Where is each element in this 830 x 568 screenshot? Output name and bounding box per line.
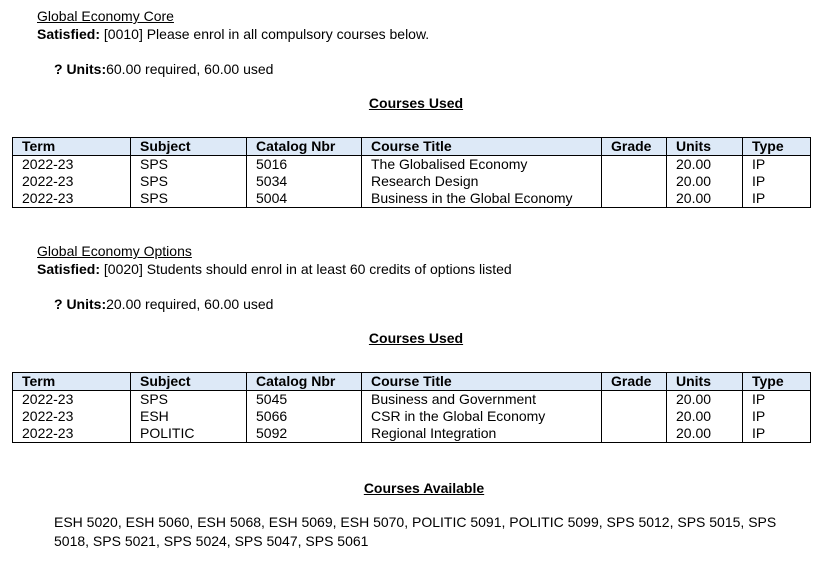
column-header-title: Course Title	[362, 138, 602, 156]
cell-subject: SPS	[131, 391, 247, 409]
courses-available-list: ESH 5020, ESH 5060, ESH 5068, ESH 5069, ESH 5070, POLITIC 5091, POLITIC 5099, SPS 5012, SPS 5015, SPS 5018, SPS 5021, SPS 5024, SPS 5047, SPS 5061	[54, 514, 777, 549]
column-header-grade: Grade	[602, 373, 667, 391]
courses-used-heading-core: Courses Used	[368, 95, 464, 111]
units-summary-options	[54, 296, 273, 312]
status-label: Satisfied:	[37, 26, 101, 42]
cell-title: Regional Integration	[362, 425, 602, 443]
cell-title: Business in the Global Economy	[362, 190, 602, 208]
cell-type: IP	[743, 190, 811, 208]
cell-grade	[602, 408, 667, 425]
table-header-row	[13, 373, 811, 391]
courses-used-table-core	[12, 137, 811, 208]
cell-catalog: 5045	[247, 391, 362, 409]
cell-grade	[602, 156, 667, 174]
requirement-title-options[interactable]: Global Economy Options	[37, 243, 192, 259]
units-text: 60.00 required, 60.00 used	[106, 61, 274, 77]
table-row	[13, 391, 811, 409]
cell-term: 2022-23	[13, 425, 131, 443]
column-header-catalog: Catalog Nbr	[247, 373, 362, 391]
cell-grade	[602, 425, 667, 443]
column-header-title: Course Title	[362, 373, 602, 391]
cell-units: 20.00	[667, 425, 743, 443]
cell-type: IP	[743, 425, 811, 443]
cell-grade	[602, 190, 667, 208]
cell-subject: ESH	[131, 408, 247, 425]
cell-term: 2022-23	[13, 156, 131, 174]
cell-term: 2022-23	[13, 391, 131, 409]
cell-catalog: 5092	[247, 425, 362, 443]
table-row	[13, 156, 811, 174]
status-label: Satisfied:	[37, 261, 101, 277]
cell-units: 20.00	[667, 190, 743, 208]
cell-type: IP	[743, 408, 811, 425]
cell-title: Business and Government	[362, 391, 602, 409]
cell-units: 20.00	[667, 156, 743, 174]
cell-type: IP	[743, 156, 811, 174]
column-header-units: Units	[667, 373, 743, 391]
courses-available-heading: Courses Available	[363, 480, 485, 496]
cell-units: 20.00	[667, 408, 743, 425]
table-row	[13, 408, 811, 425]
units-summary-core	[54, 61, 273, 77]
column-header-subject: Subject	[131, 373, 247, 391]
cell-term: 2022-23	[13, 190, 131, 208]
units-label: ? Units:	[54, 296, 107, 312]
column-header-term: Term	[13, 138, 131, 156]
cell-title: Research Design	[362, 173, 602, 190]
cell-type: IP	[743, 173, 811, 190]
cell-subject: SPS	[131, 173, 247, 190]
cell-catalog: 5004	[247, 190, 362, 208]
column-header-term: Term	[13, 373, 131, 391]
cell-title: The Globalised Economy	[362, 156, 602, 174]
table-row	[13, 425, 811, 443]
column-header-subject: Subject	[131, 138, 247, 156]
cell-catalog: 5034	[247, 173, 362, 190]
cell-subject: SPS	[131, 156, 247, 174]
cell-type: IP	[743, 391, 811, 409]
cell-grade	[602, 391, 667, 409]
cell-catalog: 5066	[247, 408, 362, 425]
cell-subject: POLITIC	[131, 425, 247, 443]
requirement-title-core[interactable]: Global Economy Core	[37, 8, 174, 24]
cell-grade	[602, 173, 667, 190]
cell-units: 20.00	[667, 173, 743, 190]
requirement-status-options	[37, 261, 512, 277]
column-header-grade: Grade	[602, 138, 667, 156]
requirement-status-core	[37, 26, 429, 42]
column-header-units: Units	[667, 138, 743, 156]
courses-used-heading-options: Courses Used	[368, 330, 464, 346]
column-header-catalog: Catalog Nbr	[247, 138, 362, 156]
units-text: 20.00 required, 60.00 used	[106, 296, 274, 312]
table-row	[13, 190, 811, 208]
cell-title: CSR in the Global Economy	[362, 408, 602, 425]
courses-used-table-options	[12, 372, 811, 443]
cell-units: 20.00	[667, 391, 743, 409]
status-text: [0020] Students should enrol in at least 60 credits of options listed	[103, 261, 512, 277]
table-header-row	[13, 138, 811, 156]
table-row	[13, 173, 811, 190]
cell-catalog: 5016	[247, 156, 362, 174]
cell-subject: SPS	[131, 190, 247, 208]
column-header-type: Type	[743, 138, 811, 156]
column-header-type: Type	[743, 373, 811, 391]
units-label: ? Units:	[54, 61, 107, 77]
cell-term: 2022-23	[13, 408, 131, 425]
cell-term: 2022-23	[13, 173, 131, 190]
status-text: [0010] Please enrol in all compulsory courses below.	[103, 26, 430, 42]
